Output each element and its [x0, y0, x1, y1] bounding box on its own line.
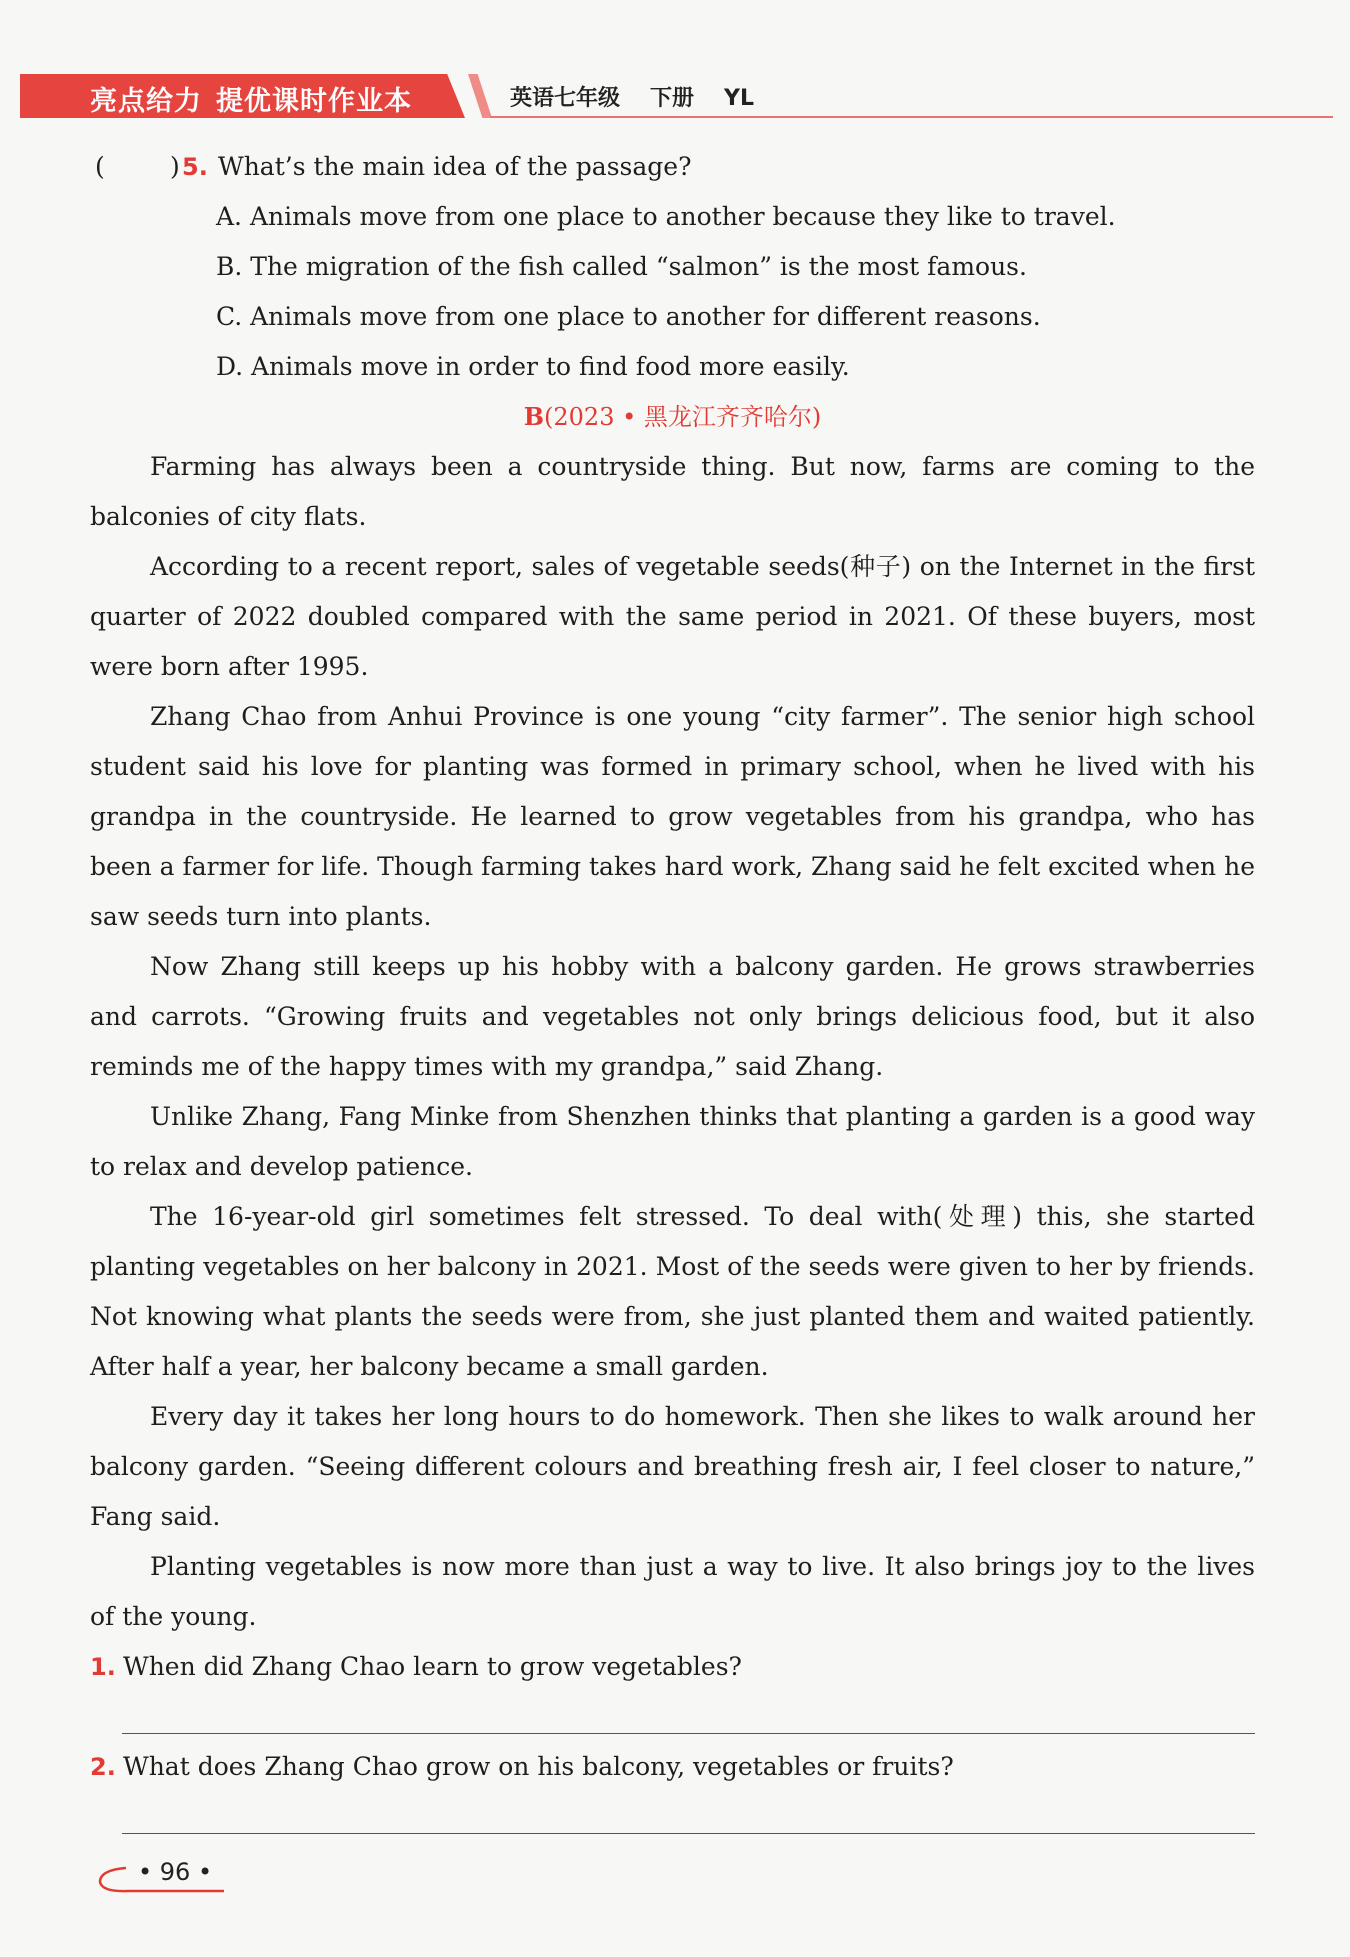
- short-question-number: 2.: [90, 1753, 116, 1781]
- header-stripe-decoration: [468, 74, 492, 118]
- passage-paragraph: Planting vegetables is now more than just a way to live. It also brings joy to the lives of the young.: [90, 1552, 1255, 1631]
- page-header: [20, 74, 1333, 118]
- passage-paragraph: Every day it takes her long hours to do homework. Then she likes to walk around her balcony garden. “Seeing different colours and breathing fresh air, I feel closer to nature,” Fang said.: [90, 1402, 1255, 1531]
- short-question-text: What does Zhang Chao grow on his balcony, vegetables or fruits?: [123, 1752, 954, 1781]
- page-footer: [98, 1858, 228, 1898]
- short-question-1: [90, 1642, 1255, 1692]
- answer-paren-close: ): [170, 152, 180, 181]
- option-a: A. Animals move from one place to another because they like to travel.: [216, 202, 1116, 231]
- answer-line-2[interactable]: [122, 1792, 1255, 1842]
- page-content: [90, 142, 1255, 1842]
- passage-paragraph: The 16-year-old girl sometimes felt stressed. To deal with(处理) this, she started planting vegetables on her balcony in 2021. Most of the seeds were given to her by friends. Not knowing what plants the seeds were from, she just planted them and waited patiently. After half a year, her balcony became a small garden.: [90, 1202, 1255, 1381]
- passage-paragraph: Unlike Zhang, Fang Minke from Shenzhen thinks that planting a garden is a good way to relax and develop patience.: [90, 1102, 1255, 1181]
- answer-paren-open: (: [95, 152, 105, 181]
- short-question-2: [90, 1742, 1255, 1792]
- passage-paragraph: Now Zhang still keeps up his hobby with a balcony garden. He grows strawberries and carrots. “Growing fruits and vegetables not only brings delicious food, but it also reminds me of the happy times with my grandpa,” said Zhang.: [90, 952, 1255, 1081]
- short-question-number: 1.: [90, 1653, 116, 1681]
- option-c: C. Animals move from one place to another for different reasons.: [216, 302, 1041, 331]
- section-source: (2023 • 黑龙江齐齐哈尔): [544, 403, 822, 431]
- brand-part2: 提优课时作业本: [216, 86, 412, 117]
- section-letter: B: [523, 402, 545, 431]
- brand-part1: 亮点给力: [90, 86, 202, 117]
- question-5: [90, 142, 1255, 192]
- header-divider: [490, 116, 1333, 118]
- brand-title: [90, 79, 412, 118]
- option-b: B. The migration of the fish called “salmon” is the most famous.: [216, 252, 1027, 281]
- book-info: [510, 81, 784, 112]
- option-d: D. Animals move in order to find food more easily.: [216, 352, 850, 381]
- subject-label: 英语七年级: [510, 86, 621, 111]
- question-number: 5.: [182, 153, 208, 181]
- passage-paragraph: Zhang Chao from Anhui Province is one young “city farmer”. The senior high school student said his love for planting was formed in primary school, when he lived with his grandpa in the countryside. He learned to grow vegetables from his grandpa, who has been a farmer for life. Though farming takes hard work, Zhang said he felt excited when he saw seeds turn into plants.: [90, 702, 1255, 931]
- volume-label: 下册: [650, 86, 695, 111]
- section-b-title: [90, 392, 1255, 442]
- short-question-text: When did Zhang Chao learn to grow vegetables?: [123, 1652, 742, 1681]
- passage-paragraph: According to a recent report, sales of vegetable seeds(种子) on the Internet in the first quarter of 2022 doubled compared with the same period in 2021. Of these buyers, most were born after 1995.: [90, 552, 1255, 681]
- passage-paragraph: Farming has always been a countryside thing. But now, farms are coming to the balconies of city flats.: [90, 452, 1255, 531]
- answer-line-1[interactable]: [122, 1692, 1255, 1742]
- edition-label: YL: [724, 86, 754, 111]
- page-number: • 96 •: [138, 1858, 213, 1886]
- question-text: What’s the main idea of the passage?: [218, 152, 692, 181]
